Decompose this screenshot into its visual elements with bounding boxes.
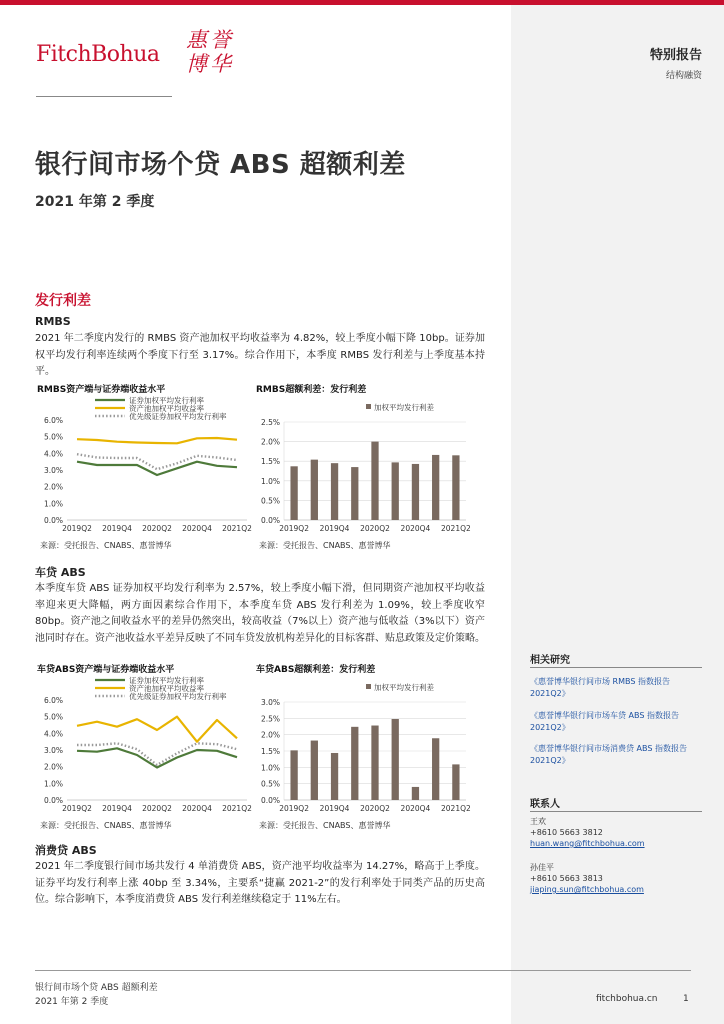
chart-title: 车贷ABS超额利差：发行利差 bbox=[256, 665, 376, 675]
x-tick-label: 2020Q4 bbox=[182, 804, 212, 813]
x-tick-label: 2019Q2 bbox=[62, 804, 92, 813]
bar bbox=[331, 463, 338, 520]
bar bbox=[290, 466, 297, 520]
related-link-auto[interactable]: 《惠誉博华银行间市场车贷 ABS 指数报告 2021Q2》 bbox=[530, 711, 679, 732]
paragraph-consumer: 2021 年二季度银行间市场共发行 4 单消费贷 ABS，资产池平均收益率为 14.27%，略高于上季度。证券平均发行利率上涨 40bp 至 3.34%，主要系“捷赢 2021-2”的发行利率处于同类产品的历史高位。综合影响下，本季度消费贷 ABS 发行利差继续稳定于 11%左右。 bbox=[35, 861, 485, 905]
y-tick-label: 1.5% bbox=[260, 747, 280, 756]
y-tick-label: 1.0% bbox=[43, 779, 63, 789]
logo-fitchbohua: FitchBohua bbox=[36, 42, 160, 67]
y-tick-label: 3.0% bbox=[43, 746, 63, 755]
x-tick-label: 2020Q2 bbox=[142, 524, 172, 533]
section-heading-consumer: 消费贷 ABS bbox=[35, 844, 97, 857]
y-tick-label: 2.0% bbox=[43, 762, 63, 772]
y-tick-label: 4.0% bbox=[43, 729, 63, 739]
y-tick-label: 0.0% bbox=[260, 796, 280, 805]
bar bbox=[290, 750, 297, 800]
footer-website[interactable]: fitchbohua.cn bbox=[596, 994, 658, 1004]
report-category: 结构融资 bbox=[665, 71, 702, 81]
contacts-rule bbox=[530, 811, 702, 812]
bar bbox=[331, 753, 338, 800]
x-tick-label: 2019Q4 bbox=[319, 804, 350, 813]
y-tick-label: 6.0% bbox=[43, 416, 63, 425]
legend-swatch bbox=[366, 404, 371, 409]
bar bbox=[412, 787, 419, 800]
contact-card-2 bbox=[530, 862, 644, 895]
series-line bbox=[77, 717, 237, 742]
y-tick-label: 2.0% bbox=[43, 482, 63, 492]
chart-auto-yield bbox=[35, 660, 255, 818]
legend-label: 证券加权平均发行利率 bbox=[129, 396, 204, 405]
chart-svg bbox=[254, 380, 474, 538]
logo-chinese-line1: 惠誉 bbox=[186, 28, 234, 52]
y-tick-label: 3.0% bbox=[260, 698, 280, 707]
legend-label: 资产池加权平均收益率 bbox=[129, 684, 204, 693]
y-tick-label: 0.0% bbox=[260, 516, 280, 525]
logo-divider bbox=[36, 96, 172, 97]
related-research-rule bbox=[530, 667, 702, 668]
x-tick-label: 2021Q2 bbox=[441, 524, 471, 533]
y-tick-label: 6.0% bbox=[43, 696, 63, 705]
y-tick-label: 1.0% bbox=[260, 763, 280, 773]
chart-title: RMBS资产端与证券端收益水平 bbox=[37, 385, 166, 395]
footer-rule bbox=[35, 970, 691, 971]
bar bbox=[311, 460, 318, 520]
bar bbox=[432, 738, 439, 800]
x-tick-label: 2020Q4 bbox=[182, 524, 212, 533]
report-type-block bbox=[650, 44, 702, 81]
x-tick-label: 2020Q2 bbox=[360, 804, 390, 813]
series-line bbox=[77, 743, 237, 765]
bar bbox=[351, 467, 358, 520]
chart-auto-spread bbox=[254, 660, 474, 818]
chart-rmbs-yield bbox=[35, 380, 255, 538]
chart-title: 车贷ABS资产端与证券端收益水平 bbox=[37, 665, 175, 675]
legend-label: 优先级证券加权平均发行利率 bbox=[129, 412, 227, 421]
source-note-rmbs-2: 来源：受托报告、CNABS、惠誉博华 bbox=[259, 541, 391, 550]
footer-title: 银行间市场个贷 ABS 超额利差 bbox=[35, 983, 158, 993]
y-tick-label: 0.5% bbox=[260, 496, 280, 506]
chart-title: RMBS超额利差：发行利差 bbox=[256, 385, 367, 395]
y-tick-label: 2.5% bbox=[260, 714, 280, 724]
footer-quarter: 2021 年第 2 季度 bbox=[35, 997, 109, 1007]
page-title: 银行间市场个贷 ABS 超额利差 bbox=[35, 150, 406, 180]
bar bbox=[392, 462, 399, 520]
source-note-auto-1: 来源：受托报告、CNABS、惠誉博华 bbox=[40, 821, 172, 830]
related-research-heading: 相关研究 bbox=[530, 655, 570, 666]
x-tick-label: 2020Q2 bbox=[142, 804, 172, 813]
chart-svg bbox=[35, 380, 255, 538]
section-heading-issuance: 发行利差 bbox=[35, 293, 91, 309]
y-tick-label: 5.0% bbox=[43, 432, 63, 442]
x-tick-label: 2019Q2 bbox=[279, 804, 309, 813]
report-type: 特别报告 bbox=[649, 48, 702, 63]
contact-name: 王欢 bbox=[530, 817, 546, 826]
chart-rmbs-spread bbox=[254, 380, 474, 538]
bar bbox=[452, 764, 459, 800]
bar bbox=[371, 442, 378, 520]
source-note-rmbs-1: 来源：受托报告、CNABS、惠誉博华 bbox=[40, 541, 172, 550]
section-heading-auto: 车贷 ABS bbox=[35, 566, 86, 579]
y-tick-label: 2.5% bbox=[260, 418, 280, 427]
y-tick-label: 3.0% bbox=[43, 466, 63, 475]
logo-chinese-line2: 博华 bbox=[186, 52, 234, 76]
chart-svg bbox=[254, 660, 474, 818]
x-tick-label: 2020Q4 bbox=[400, 804, 431, 813]
source-note-auto-2: 来源：受托报告、CNABS、惠誉博华 bbox=[259, 821, 391, 830]
legend-label: 证券加权平均发行利率 bbox=[129, 676, 204, 685]
legend-label: 加权平均发行利差 bbox=[374, 403, 434, 412]
bar bbox=[371, 726, 378, 800]
contact-phone: +8610 5663 3812 bbox=[530, 828, 603, 837]
x-tick-label: 2019Q4 bbox=[102, 524, 132, 533]
legend-label: 资产池加权平均收益率 bbox=[129, 404, 204, 413]
bar bbox=[452, 455, 459, 520]
page-number: 1 bbox=[683, 994, 689, 1004]
section-heading-rmbs: RMBS bbox=[35, 315, 71, 328]
y-tick-label: 1.0% bbox=[43, 499, 63, 509]
series-line bbox=[77, 454, 237, 469]
related-link-consumer[interactable]: 《惠誉博华银行间市场消费贷 ABS 指数报告 2021Q2》 bbox=[530, 744, 687, 765]
y-tick-label: 0.5% bbox=[260, 779, 280, 789]
chart-svg bbox=[35, 660, 255, 818]
x-tick-label: 2019Q4 bbox=[102, 804, 132, 813]
logo-chinese bbox=[186, 28, 242, 76]
paragraph-rmbs: 2021 年二季度内发行的 RMBS 资产池加权平均收益率为 4.82%，较上季度小幅下降 10bp。证券加权平均发行利率连续两个季度下行至 3.17%。综合作用下，本季度 RMBS 发行利差与上季度基本持平。 bbox=[35, 333, 485, 377]
contact-phone: +8610 5663 3813 bbox=[530, 874, 603, 883]
contact-card-1 bbox=[530, 816, 645, 849]
legend-label: 优先级证券加权平均发行利率 bbox=[129, 692, 227, 701]
related-link-rmbs[interactable]: 《惠誉博华银行间市场 RMBS 指数报告 2021Q2》 bbox=[530, 677, 670, 698]
bar bbox=[351, 727, 358, 800]
x-tick-label: 2019Q2 bbox=[279, 524, 309, 533]
contact-email-link[interactable]: jiaping.sun@fitchbohua.com bbox=[530, 885, 644, 894]
y-tick-label: 0.0% bbox=[43, 516, 63, 525]
legend-label: 加权平均发行利差 bbox=[374, 683, 434, 692]
y-tick-label: 2.0% bbox=[260, 437, 280, 447]
series-line bbox=[77, 438, 237, 443]
contacts-heading: 联系人 bbox=[530, 799, 560, 810]
contact-name: 孙佳平 bbox=[530, 863, 554, 872]
x-tick-label: 2019Q4 bbox=[319, 524, 350, 533]
footer-left bbox=[35, 981, 158, 1009]
bar bbox=[432, 455, 439, 520]
bar bbox=[311, 741, 318, 800]
x-tick-label: 2021Q2 bbox=[441, 804, 471, 813]
x-tick-label: 2020Q4 bbox=[400, 524, 431, 533]
legend-swatch bbox=[366, 684, 371, 689]
x-tick-label: 2019Q2 bbox=[62, 524, 92, 533]
bar bbox=[392, 719, 399, 800]
x-tick-label: 2020Q2 bbox=[360, 524, 390, 533]
y-tick-label: 1.5% bbox=[260, 457, 280, 467]
y-tick-label: 4.0% bbox=[43, 449, 63, 459]
y-tick-label: 2.0% bbox=[260, 730, 280, 740]
x-tick-label: 2021Q2 bbox=[222, 804, 252, 813]
paragraph-auto: 本季度车贷 ABS 证券加权平均发行利率为 2.57%，较上季度小幅下滑，但同期资产池加权平均收益率迎来更大降幅，两方面因素综合作用下，本季度车贷 ABS 发行利差为 1.09%，较上季度收窄 80bp。资产池之间收益水平的差异仍然突出，较高收益（7%以上）资产池与低收益（3%以下）资产池同时存在。资产池收益水平差异反映了不同车贷发放机构差异化的目标客群、贴息政策及定价策略。 bbox=[35, 583, 485, 644]
y-tick-label: 0.0% bbox=[43, 796, 63, 805]
page-subtitle: 2021 年第 2 季度 bbox=[35, 194, 155, 210]
x-tick-label: 2021Q2 bbox=[222, 524, 252, 533]
y-tick-label: 1.0% bbox=[260, 476, 280, 486]
bar bbox=[412, 464, 419, 520]
contact-email-link[interactable]: huan.wang@fitchbohua.com bbox=[530, 839, 645, 848]
y-tick-label: 5.0% bbox=[43, 712, 63, 722]
